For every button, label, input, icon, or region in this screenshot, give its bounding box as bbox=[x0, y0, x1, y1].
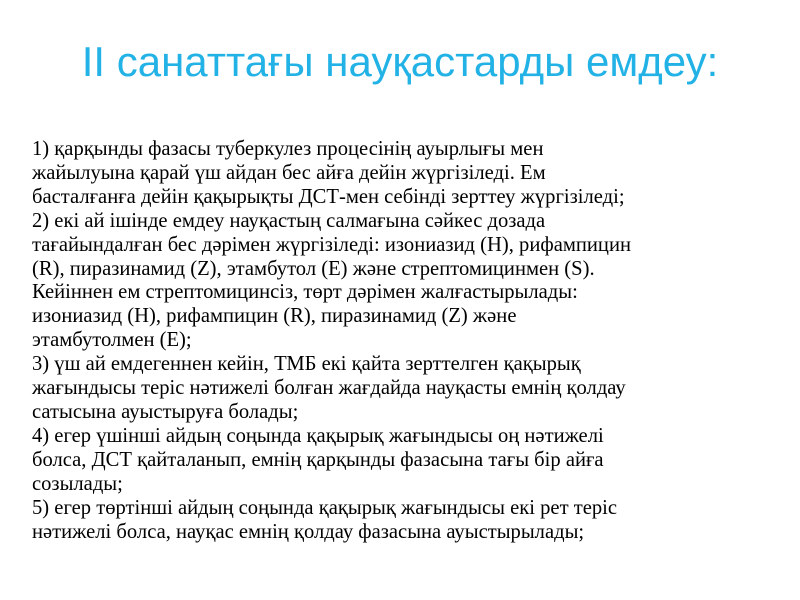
body-line: тағайындалған бес дәрімен жүргізіледі: изониазид (Н), рифампицин bbox=[32, 233, 631, 256]
body-line: 3) үш ай емдегеннен кейін, ТМБ екі қайта зерттелген қақырық bbox=[32, 353, 581, 376]
slide-body bbox=[32, 138, 792, 544]
body-line: сатысына ауыстыруға болады; bbox=[32, 400, 299, 423]
body-line: болса, ДСТ қайталанып, емнің қарқынды фазасына тағы бір айға bbox=[32, 448, 604, 471]
body-line: 1) қарқынды фазасы туберкулез процесінің ауырлығы мен bbox=[32, 138, 544, 160]
body-line: жайылуына қарай үш айдан бес айға дейін жүргізіледі. Ем bbox=[32, 161, 546, 184]
body-line: 5) егер төртінші айдың соңында қақырық жағындысы екі рет теріс bbox=[32, 496, 618, 519]
body-line: созылады; bbox=[32, 472, 123, 495]
body-line: басталғанға дейін қақырықты ДСТ-мен себінді зерттеу жүргізіледі; bbox=[32, 185, 625, 208]
slide-title: ІІ санаттағы науқастарды емдеу: bbox=[81, 38, 719, 85]
body-line: Кейіннен ем стрептомицинсіз, төрт дәрімен жалғастырылады: bbox=[32, 281, 578, 304]
body-line: 2) екі ай ішінде емдеу науқастың салмағына сәйкес дозада bbox=[32, 209, 546, 232]
body-line: жағындысы теріс нәтижелі болған жағдайда науқасты емнің қолдау bbox=[32, 377, 626, 400]
body-line: этамбутолмен (E); bbox=[32, 329, 192, 352]
body-line: нәтижелі болса, науқас емнің қолдау фазасына ауыстырылады; bbox=[32, 520, 585, 543]
body-line: (R), пиразинамид (Z), этамбутол (Е) және стрептомицинмен (S). bbox=[32, 257, 595, 280]
body-line: изониазид (H), рифампицин (R), пиразинамид (Z) және bbox=[32, 305, 517, 328]
body-line: 4) егер үшінші айдың соңында қақырық жағындысы оң нәтижелі bbox=[32, 424, 604, 447]
